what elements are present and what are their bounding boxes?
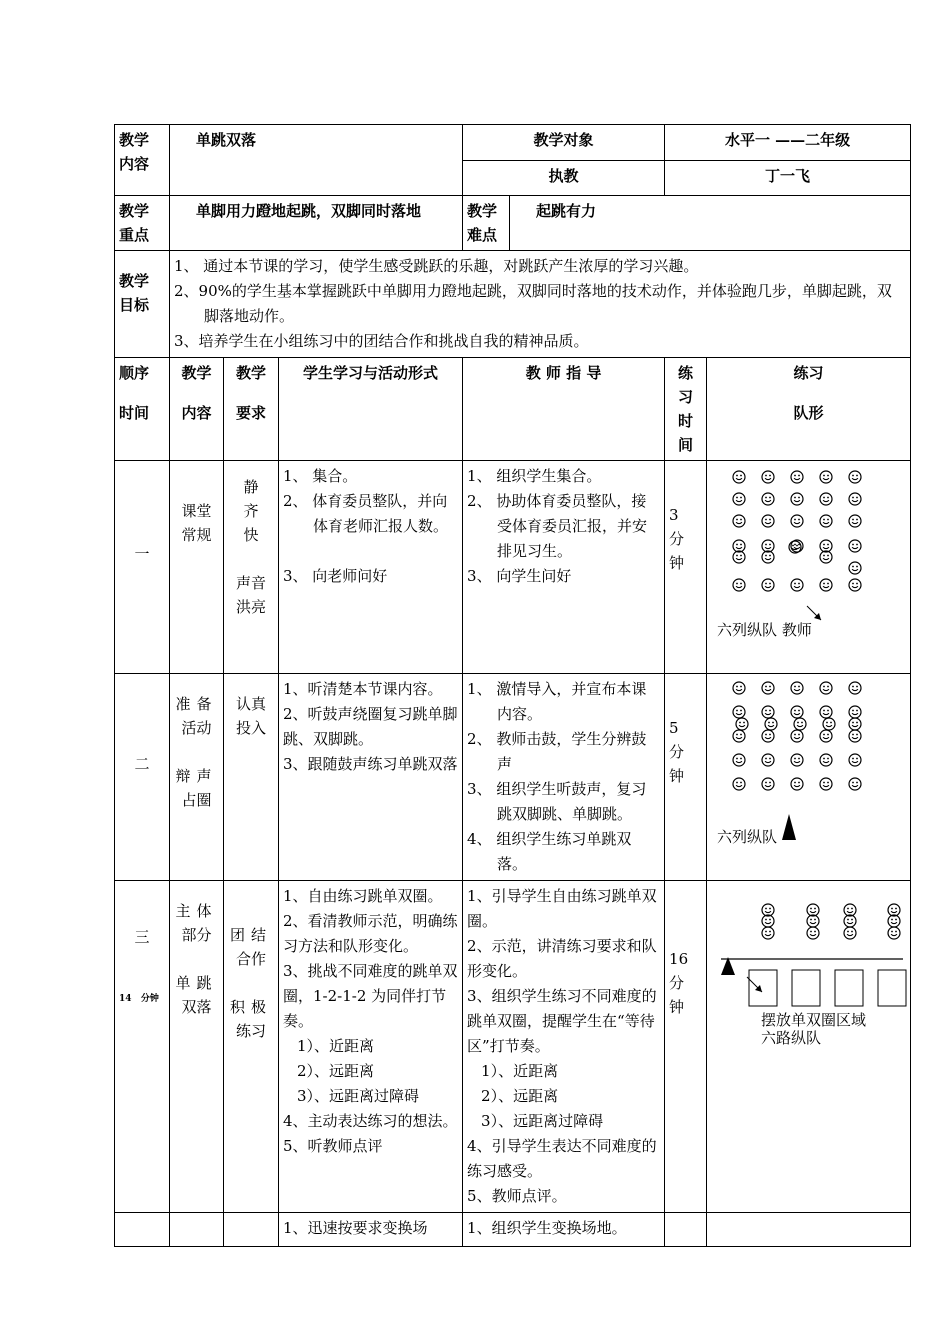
row1-req-line: 快 xyxy=(243,526,259,544)
row3-student-line: 2）、远距离 xyxy=(297,1062,375,1080)
row2-teacher-line: 3、 组织学生听鼓声，复习跳双脚跳、单脚跳。 xyxy=(467,780,647,823)
student-smiley-icon xyxy=(733,754,745,766)
row1-content xyxy=(170,461,224,674)
student-smiley-icon xyxy=(733,471,745,483)
teacher-triangle-icon xyxy=(721,957,735,975)
student-smiley-icon xyxy=(849,493,861,505)
focus-label-cell xyxy=(115,196,170,251)
row2-content xyxy=(170,674,224,881)
col-ptime-char: 时 xyxy=(678,412,694,430)
student-smiley-icon xyxy=(849,778,861,790)
object-label: 教学对象 xyxy=(463,125,665,161)
teacher-triangle-icon xyxy=(782,814,796,840)
content-label: 教学内容 xyxy=(119,131,150,173)
goals-list xyxy=(170,251,911,358)
student-smiley-icon xyxy=(733,706,745,718)
goal-item: 2、90%的学生基本掌握跳跃中单脚用力蹬地起跳，双脚同时落地的技术动作，并体验跑几步，单脚起跳，双脚落地动作。 xyxy=(174,282,892,325)
row3-order: 三 xyxy=(134,928,150,946)
row3-req-line: 练习 xyxy=(235,1022,266,1040)
table-row xyxy=(115,461,911,674)
table-row xyxy=(115,1213,911,1247)
student-smiley-icon xyxy=(765,718,777,730)
student-smiley-icon xyxy=(762,927,774,939)
formation-label-1: 六列纵队 教师 xyxy=(717,621,812,639)
row3-teacher-line: 1）、近距离 xyxy=(481,1062,559,1080)
row2-ptime-line: 5 xyxy=(669,719,679,737)
row2-teacher-line: 1、 激情导入，并宣布本课内容。 xyxy=(467,680,647,723)
student-smiley-icon xyxy=(849,540,861,552)
row2-requirement xyxy=(224,674,279,881)
row2-formation xyxy=(707,674,911,881)
table-row xyxy=(115,674,911,881)
student-smiley-icon xyxy=(762,682,774,694)
formation-label-3a: 摆放单双圈区域 xyxy=(761,1011,867,1029)
student-smiley-icon xyxy=(820,682,832,694)
row3-teacher-line: 2、示范，讲清练习要求和队形变化。 xyxy=(467,937,657,980)
col-req-2: 要求 xyxy=(235,404,266,422)
student-smiley-icon xyxy=(849,682,861,694)
row3-req-line: 团结 xyxy=(229,926,272,944)
student-smiley-icon xyxy=(849,754,861,766)
col-order-time xyxy=(115,358,170,461)
student-smiley-icon xyxy=(791,493,803,505)
student-smiley-icon xyxy=(807,927,819,939)
hoop-box xyxy=(835,970,863,1006)
student-smiley-icon xyxy=(733,515,745,527)
col-student: 学生学习与活动形式 xyxy=(279,358,463,461)
formation-diagram-1 xyxy=(707,461,910,673)
student-smiley-icon xyxy=(807,915,819,927)
col-ptime-char: 习 xyxy=(678,388,694,406)
row3-formation xyxy=(707,881,911,1213)
row2-student xyxy=(279,674,463,881)
difficulty-label: 教学难点 xyxy=(467,202,498,244)
row3-teacher-line: 3）、远距离过障碍 xyxy=(481,1112,604,1130)
student-smiley-icon xyxy=(762,778,774,790)
student-smiley-icon xyxy=(733,493,745,505)
student-smiley-icon xyxy=(791,682,803,694)
col-req-1: 教学 xyxy=(235,364,266,382)
row3-student-line: 1）、近距离 xyxy=(297,1037,375,1055)
row1-student xyxy=(279,461,463,674)
row3-teacher-line: 5、教师点评。 xyxy=(467,1187,567,1205)
row2-ptime xyxy=(665,674,707,881)
row2-teacher xyxy=(463,674,665,881)
row2-order: 二 xyxy=(115,674,170,881)
row3-teacher-line: 1、引导学生自由练习跳单双圈。 xyxy=(467,887,657,930)
col-content xyxy=(170,358,224,461)
student-smiley-icon xyxy=(844,904,856,916)
student-smiley-icon xyxy=(844,915,856,927)
row3-content-line: 主体 xyxy=(175,902,218,920)
row3-teacher-line: 2）、远距离 xyxy=(481,1087,559,1105)
student-smiley-icon xyxy=(762,915,774,927)
hoop-box xyxy=(792,970,820,1006)
col-time: 时间 xyxy=(119,404,150,422)
row3-teacher xyxy=(463,881,665,1213)
row2-teacher-line: 4、 组织学生练习单跳双落。 xyxy=(467,830,632,873)
row4-student: 1、迅速按要求变换场 xyxy=(279,1213,463,1247)
goal-item: 1、 通过本节课的学习，使学生感受跳跃的乐趣，对跳跃产生浓厚的学习兴趣。 xyxy=(174,257,699,275)
goals-label: 教学目标 xyxy=(119,272,150,314)
student-smiley-icon xyxy=(762,540,774,552)
content-value: 单跳双落 xyxy=(170,125,463,196)
student-smiley-icon xyxy=(849,471,861,483)
col-requirement xyxy=(224,358,279,461)
row3-student-line: 1、自由练习跳单双圈。 xyxy=(283,887,443,905)
difficulty-value: 起跳有力 xyxy=(510,196,911,251)
row2-content-line: 占圈 xyxy=(181,791,212,809)
student-smiley-icon xyxy=(733,551,745,563)
row2-teacher-line: 2、 教师击鼓，学生分辨鼓声 xyxy=(467,730,647,773)
row1-ptime xyxy=(665,461,707,674)
col-order: 顺序 xyxy=(119,364,150,382)
student-smiley-icon xyxy=(888,927,900,939)
row2-student-line: 3、跟随鼓声练习单跳双落 xyxy=(283,755,458,773)
row1-req-line: 齐 xyxy=(243,502,259,520)
goal-item: 3、培养学生在小组练习中的团结合作和挑战自我的精神品质。 xyxy=(174,332,589,350)
row1-content-line: 常规 xyxy=(181,526,212,544)
row2-content-line: 活动 xyxy=(181,719,212,737)
row1-req-line: 静 xyxy=(243,478,259,496)
student-smiley-icon xyxy=(791,579,803,591)
hoop-box xyxy=(878,970,906,1006)
row3-order-time: 14 分钟 xyxy=(119,994,159,1004)
row1-ptime-line: 钟 xyxy=(669,554,685,572)
formation-label-3b: 六路纵队 xyxy=(761,1029,822,1047)
row2-student-line: 2、听鼓声绕圈复习跳单脚跳、双脚跳。 xyxy=(283,705,458,748)
student-smiley-icon xyxy=(820,754,832,766)
student-smiley-icon xyxy=(762,551,774,563)
student-smiley-icon xyxy=(823,718,835,730)
row3-ptime-line: 16 xyxy=(669,950,689,968)
row3-teacher-line: 4、引导学生表达不同难度的练习感受。 xyxy=(467,1137,657,1180)
row2-req-line: 投入 xyxy=(235,719,266,737)
row1-student-line: 3、 向老师问好 xyxy=(283,567,388,585)
row1-teacher-line: 2、 协助体育委员整队，接受体育委员汇报，并安排见习生。 xyxy=(467,492,648,560)
row2-student-line: 1、听清楚本节课内容。 xyxy=(283,680,443,698)
row1-req-line: 洪亮 xyxy=(235,598,266,616)
student-smiley-icon xyxy=(791,706,803,718)
student-smiley-icon xyxy=(820,730,832,742)
student-smiley-icon xyxy=(733,540,745,552)
student-smiley-icon xyxy=(762,730,774,742)
student-smiley-icon xyxy=(762,579,774,591)
row1-order: 一 xyxy=(115,461,170,674)
row3-student-line: 4、主动表达练习的想法。 xyxy=(283,1112,458,1130)
row3-student-line: 2、看清教师示范，明确练习方法和队形变化。 xyxy=(283,912,458,955)
student-smiley-icon xyxy=(791,730,803,742)
col-formation-2: 队形 xyxy=(793,404,824,422)
arrow-icon xyxy=(807,606,821,620)
student-smiley-icon xyxy=(762,471,774,483)
student-smiley-icon xyxy=(849,562,861,574)
student-smiley-icon xyxy=(849,515,861,527)
student-smiley-icon xyxy=(820,515,832,527)
row1-teacher-line: 1、 组织学生集合。 xyxy=(467,467,602,485)
row1-content-line: 课堂 xyxy=(181,502,212,520)
goals-label-cell xyxy=(115,251,170,358)
row1-ptime-line: 分 xyxy=(669,530,685,548)
student-smiley-icon xyxy=(849,730,861,742)
student-smiley-icon xyxy=(807,904,819,916)
student-smiley-icon xyxy=(733,730,745,742)
row3-order-cell xyxy=(115,881,170,1213)
student-smiley-icon xyxy=(762,493,774,505)
row3-content-line: 双落 xyxy=(181,998,212,1016)
student-smiley-icon xyxy=(762,706,774,718)
student-smiley-icon xyxy=(736,718,748,730)
table-row xyxy=(115,881,911,1213)
student-smiley-icon xyxy=(849,718,861,730)
row3-student-line: 3、挑战不同难度的跳单双圈，1-2-1-2 为同伴打节奏。 xyxy=(283,962,458,1030)
focus-value: 单脚用力蹬地起跳，双脚同时落地 xyxy=(170,196,463,251)
row1-formation xyxy=(707,461,911,674)
student-smiley-icon xyxy=(762,904,774,916)
row2-content-line: 准备 xyxy=(175,695,218,713)
row1-student-line: 2、 体育委员整队，并向体育老师汇报人数。 xyxy=(283,492,449,535)
col-teacher: 教 师 指 导 xyxy=(463,358,665,461)
row2-ptime-line: 钟 xyxy=(669,767,685,785)
col-formation xyxy=(707,358,911,461)
row3-teacher-line: 3、组织学生练习不同难度的跳单双圈，提醒学生在“等待区”打节奏。 xyxy=(467,987,657,1055)
row1-student-line: 1、 集合。 xyxy=(283,467,358,485)
row2-content-line: 辩声 xyxy=(175,767,218,785)
difficulty-label-cell xyxy=(463,196,510,251)
hoop-box xyxy=(749,970,777,1006)
row3-req-line: 积极 xyxy=(229,998,272,1016)
student-smiley-icon xyxy=(791,515,803,527)
teacher-label: 执教 xyxy=(463,161,665,196)
row4-teacher: 1、组织学生变换场地。 xyxy=(463,1213,665,1247)
row2-req-line: 认真 xyxy=(235,695,266,713)
student-smiley-icon xyxy=(820,778,832,790)
student-smiley-icon xyxy=(849,579,861,591)
student-smiley-icon xyxy=(849,706,861,718)
row3-student xyxy=(279,881,463,1213)
row3-requirement xyxy=(224,881,279,1213)
row3-ptime-line: 分 xyxy=(669,974,685,992)
row3-content-line: 单跳 xyxy=(175,974,218,992)
formation-diagram-2 xyxy=(707,674,910,872)
row3-content xyxy=(170,881,224,1213)
row1-teacher-line: 3、 向学生问好 xyxy=(467,567,572,585)
row3-student-line: 3）、远距离过障碍 xyxy=(297,1087,420,1105)
student-smiley-icon xyxy=(888,915,900,927)
student-smiley-group xyxy=(733,471,861,591)
student-smiley-icon xyxy=(820,706,832,718)
object-value: 水平一 ——二年级 xyxy=(665,125,911,161)
formation-label-2: 六列纵队 xyxy=(717,828,778,846)
student-smiley-icon xyxy=(820,471,832,483)
student-smiley-icon xyxy=(820,551,832,563)
col-ptime-char: 间 xyxy=(678,436,694,454)
formation-svg-1 xyxy=(707,461,911,673)
student-smiley-icon xyxy=(791,778,803,790)
student-smiley-icon xyxy=(888,904,900,916)
col-content-1: 教学 xyxy=(181,364,212,382)
student-smiley-icon xyxy=(762,754,774,766)
student-smiley-icon xyxy=(733,579,745,591)
col-practice-time xyxy=(665,358,707,461)
student-smiley-icon xyxy=(733,778,745,790)
col-content-2: 内容 xyxy=(181,404,212,422)
student-smiley-icon xyxy=(791,471,803,483)
student-smiley-icon xyxy=(762,515,774,527)
lesson-plan-table xyxy=(114,124,911,1247)
row3-req-line: 合作 xyxy=(235,950,266,968)
teacher-value: 丁一飞 xyxy=(665,161,911,196)
focus-label: 教学重点 xyxy=(119,202,150,244)
row1-req-line: 声音 xyxy=(235,574,266,592)
student-smiley-icon xyxy=(820,579,832,591)
student-smiley-icon xyxy=(820,493,832,505)
content-label-cell xyxy=(115,125,170,196)
row3-ptime xyxy=(665,881,707,1213)
formation-diagram-3 xyxy=(707,881,910,1206)
student-smiley-icon xyxy=(844,927,856,939)
row1-requirement xyxy=(224,461,279,674)
row3-student-line: 5、听教师点评 xyxy=(283,1137,383,1155)
row1-teacher xyxy=(463,461,665,674)
row3-ptime-line: 钟 xyxy=(669,998,685,1016)
row2-ptime-line: 分 xyxy=(669,743,685,761)
student-smiley-icon xyxy=(733,682,745,694)
student-smiley-icon xyxy=(791,754,803,766)
col-ptime-char: 练 xyxy=(678,364,694,382)
row3-content-line: 部分 xyxy=(181,926,212,944)
student-smiley-icon xyxy=(820,540,832,552)
row1-ptime-line: 3 xyxy=(669,506,679,524)
student-smiley-icon xyxy=(794,718,806,730)
col-formation-1: 练习 xyxy=(793,364,824,382)
